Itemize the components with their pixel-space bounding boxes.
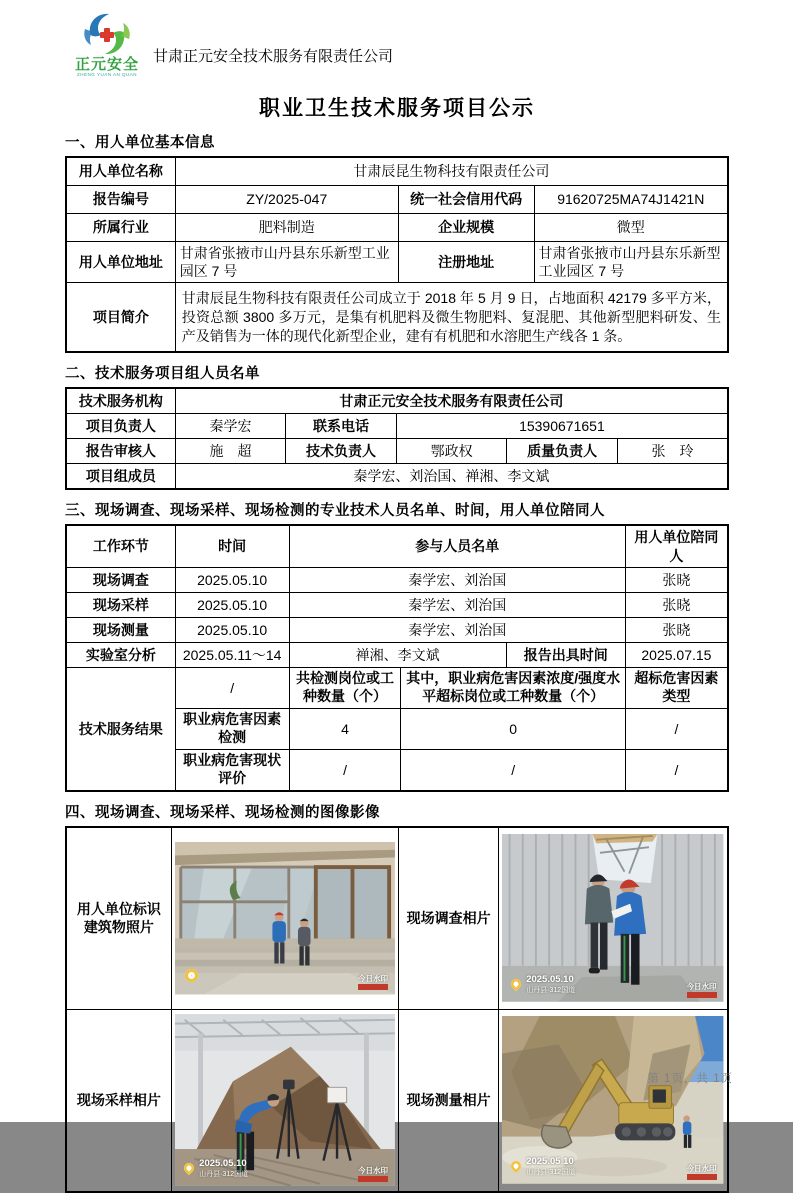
watermark-brand: 今日水印 xyxy=(686,981,717,991)
reviewer-label: 报告审核人 xyxy=(66,439,175,464)
report-date-value: 2025.07.15 xyxy=(625,642,728,667)
section-heading-basic-info: 一、用人单位基本信息 xyxy=(65,135,215,151)
table-row xyxy=(66,388,728,414)
quality-lead-label: 质量负责人 xyxy=(507,439,618,464)
col-step-header: 工作环节 xyxy=(66,525,175,567)
scale-value: 微型 xyxy=(534,214,728,242)
watermark-brand: 今日水印 xyxy=(358,974,389,984)
watermark-badge xyxy=(358,1176,388,1182)
reviewer-value: 施 超 xyxy=(175,439,286,464)
scale-label: 企业规模 xyxy=(398,214,534,242)
step-cell: 现场调查 xyxy=(66,567,175,592)
result-row1-detected: 4 xyxy=(289,708,401,749)
step-cell: 现场采样 xyxy=(66,592,175,617)
document-header xyxy=(65,12,729,78)
lab-time-cell: 2025.05.11～14 xyxy=(175,642,289,667)
table-row xyxy=(66,283,728,353)
result-row1-type: / xyxy=(625,708,728,749)
building-photo-label xyxy=(66,827,171,1010)
col-time-header: 时间 xyxy=(175,525,289,567)
table-header-row xyxy=(66,525,728,567)
lab-people-cell: 禅湘、李文斌 xyxy=(289,642,506,667)
time-cell: 2025.05.10 xyxy=(175,567,289,592)
table-row xyxy=(66,642,728,667)
credit-code-value: 91620725MA74J1421N xyxy=(534,186,728,214)
step-cell: 现场测量 xyxy=(66,617,175,642)
intro-label: 项目简介 xyxy=(66,283,175,353)
employer-name-value: 甘肃辰昆生物科技有限责任公司 xyxy=(175,157,728,186)
logo-subtext: ZHENG YUAN AN QUAN xyxy=(77,71,137,77)
org-value: 甘肃正元安全技术服务有限责任公司 xyxy=(175,388,728,414)
result-label: 技术服务结果 xyxy=(66,667,175,791)
table-row xyxy=(66,439,728,464)
result-type-header: 超标危害因素类型 xyxy=(625,667,728,708)
watermark-brand: 今日水印 xyxy=(686,1163,717,1173)
phone-value: 15390671651 xyxy=(396,414,728,439)
people-cell: 秦学宏、刘治国 xyxy=(289,617,625,642)
members-value: 秦学宏、刘治国、禅湘、李文斌 xyxy=(175,464,728,490)
building-photo-label-line2: 建筑物照片 xyxy=(83,919,154,936)
col-escort-header: 用人单位陪同人 xyxy=(625,525,728,567)
industry-value: 肥料制造 xyxy=(175,214,398,242)
table-row xyxy=(66,157,728,186)
reg-address-label: 注册地址 xyxy=(398,242,534,283)
address-value: 甘肃省张掖市山丹县东乐新型工业园区 7 号 xyxy=(175,242,398,283)
building-photo-image xyxy=(175,842,395,994)
watermark-badge xyxy=(687,992,717,998)
leader-value: 秦学宏 xyxy=(175,414,286,439)
company-logo xyxy=(65,11,149,78)
table-row xyxy=(66,667,728,708)
section-heading-fieldwork: 三、现场调查、现场采样、现场检测的专业技术人员名单、时间，用人单位陪同人 xyxy=(65,503,605,520)
address-label: 用人单位地址 xyxy=(66,242,175,283)
photo-row xyxy=(66,1009,728,1192)
phone-label: 联系电话 xyxy=(286,414,397,439)
logo-swirl-icon xyxy=(76,11,138,57)
tech-lead-label: 技术负责人 xyxy=(286,439,397,464)
watermark-date: 2025.05.10 xyxy=(199,1157,247,1169)
survey-photo-label: 现场调查相片 xyxy=(399,827,498,1010)
table-row xyxy=(66,617,728,642)
table-row xyxy=(66,242,728,283)
col-people-header: 参与人员名单 xyxy=(289,525,625,567)
result-row2-exceed: / xyxy=(401,749,625,791)
result-row2-type: / xyxy=(625,749,728,791)
table-row xyxy=(66,592,728,617)
employer-name-label: 用人单位名称 xyxy=(66,157,175,186)
measurement-photo-label: 现场测量相片 xyxy=(399,1009,498,1192)
watermark-location: 山丹县·312国道 xyxy=(199,1171,249,1179)
escort-cell: 张晓 xyxy=(625,567,728,592)
section-heading-team: 二、技术服务项目组人员名单 xyxy=(65,366,260,383)
logo-wordmark: 正元安全 xyxy=(74,55,139,73)
watermark-location: 山丹县·312国道 xyxy=(526,987,576,995)
photos-table xyxy=(65,826,729,1193)
lab-step-cell: 实验室分析 xyxy=(66,642,175,667)
watermark-location: 山丹县·312国道 xyxy=(526,1169,576,1177)
watermark-badge xyxy=(687,1174,717,1180)
report-no-value: ZY/2025-047 xyxy=(175,186,398,214)
people-cell: 秦学宏、刘治国 xyxy=(289,592,625,617)
result-row2-label: 职业病危害现状评价 xyxy=(175,749,289,791)
watermark-brand: 今日水印 xyxy=(358,1165,389,1175)
credit-code-label: 统一社会信用代码 xyxy=(398,186,534,214)
time-cell: 2025.05.10 xyxy=(175,617,289,642)
section-heading-photos: 四、现场调查、现场采样、现场检测的图像影像 xyxy=(65,804,380,821)
tech-lead-value: 鄂政权 xyxy=(396,439,507,464)
table-row xyxy=(66,214,728,242)
table-row xyxy=(66,186,728,214)
org-label: 技术服务机构 xyxy=(66,388,175,414)
building-photo-cell xyxy=(171,827,399,1010)
industry-label: 所属行业 xyxy=(66,214,175,242)
result-slash-cell: / xyxy=(175,667,289,708)
team-table xyxy=(65,387,729,490)
people-cell: 秦学宏、刘治国 xyxy=(289,567,625,592)
photo-row xyxy=(66,827,728,1010)
company-name: 甘肃正元安全技术服务有限责任公司 xyxy=(153,48,394,65)
watermark-badge xyxy=(358,984,388,990)
report-no-label: 报告编号 xyxy=(66,186,175,214)
sampling-photo-label: 现场采样相片 xyxy=(66,1009,171,1192)
measurement-photo-cell xyxy=(498,1009,728,1192)
quality-lead-value: 张 玲 xyxy=(617,439,728,464)
watermark-date: 2025.05.10 xyxy=(526,973,574,985)
result-row2-detected: / xyxy=(289,749,401,791)
measurement-photo xyxy=(502,1016,723,1184)
intro-value: 甘肃辰昆生物科技有限责任公司成立于 2018 年 5 月 9 日，占地面积 42179 多平方米，投资总额 3800 多万元，是集有机肥料及微生物肥料、复混肥、其他新型肥料研发、生产及销售为一体的现代化新型企业，建有有机肥和水溶肥生产线各 1 条。 xyxy=(175,283,728,353)
table-row xyxy=(66,414,728,439)
building-photo xyxy=(175,842,395,994)
report-date-label: 报告出具时间 xyxy=(506,642,625,667)
escort-cell: 张晓 xyxy=(625,617,728,642)
basic-info-table xyxy=(65,156,729,353)
sampling-photo xyxy=(175,1014,395,1186)
result-row1-exceed: 0 xyxy=(401,708,625,749)
leader-label: 项目负责人 xyxy=(66,414,175,439)
sampling-photo-cell xyxy=(171,1009,399,1192)
result-row1-label: 职业病危害因素检测 xyxy=(175,708,289,749)
result-exceed-header: 其中，职业病危害因素浓度/强度水平超标岗位或工种数量（个） xyxy=(401,667,625,708)
table-row xyxy=(66,464,728,490)
reg-address-value: 甘肃省张掖市山丹县东乐新型工业园区 7 号 xyxy=(534,242,728,283)
escort-cell: 张晓 xyxy=(625,592,728,617)
survey-photo xyxy=(502,834,723,1002)
members-label: 项目组成员 xyxy=(66,464,175,490)
time-cell: 2025.05.10 xyxy=(175,592,289,617)
result-detected-header: 共检测岗位或工种数量（个） xyxy=(289,667,401,708)
page-number: 第 1页，共 1页 xyxy=(647,1073,733,1085)
watermark-date: 2025.05.10 xyxy=(526,1155,574,1167)
survey-photo-cell xyxy=(498,827,728,1010)
fieldwork-table xyxy=(65,524,729,791)
table-row xyxy=(66,567,728,592)
page-title: 职业卫生技术服务项目公示 xyxy=(259,96,535,120)
building-photo-label-line1: 用人单位标识 xyxy=(76,901,161,918)
